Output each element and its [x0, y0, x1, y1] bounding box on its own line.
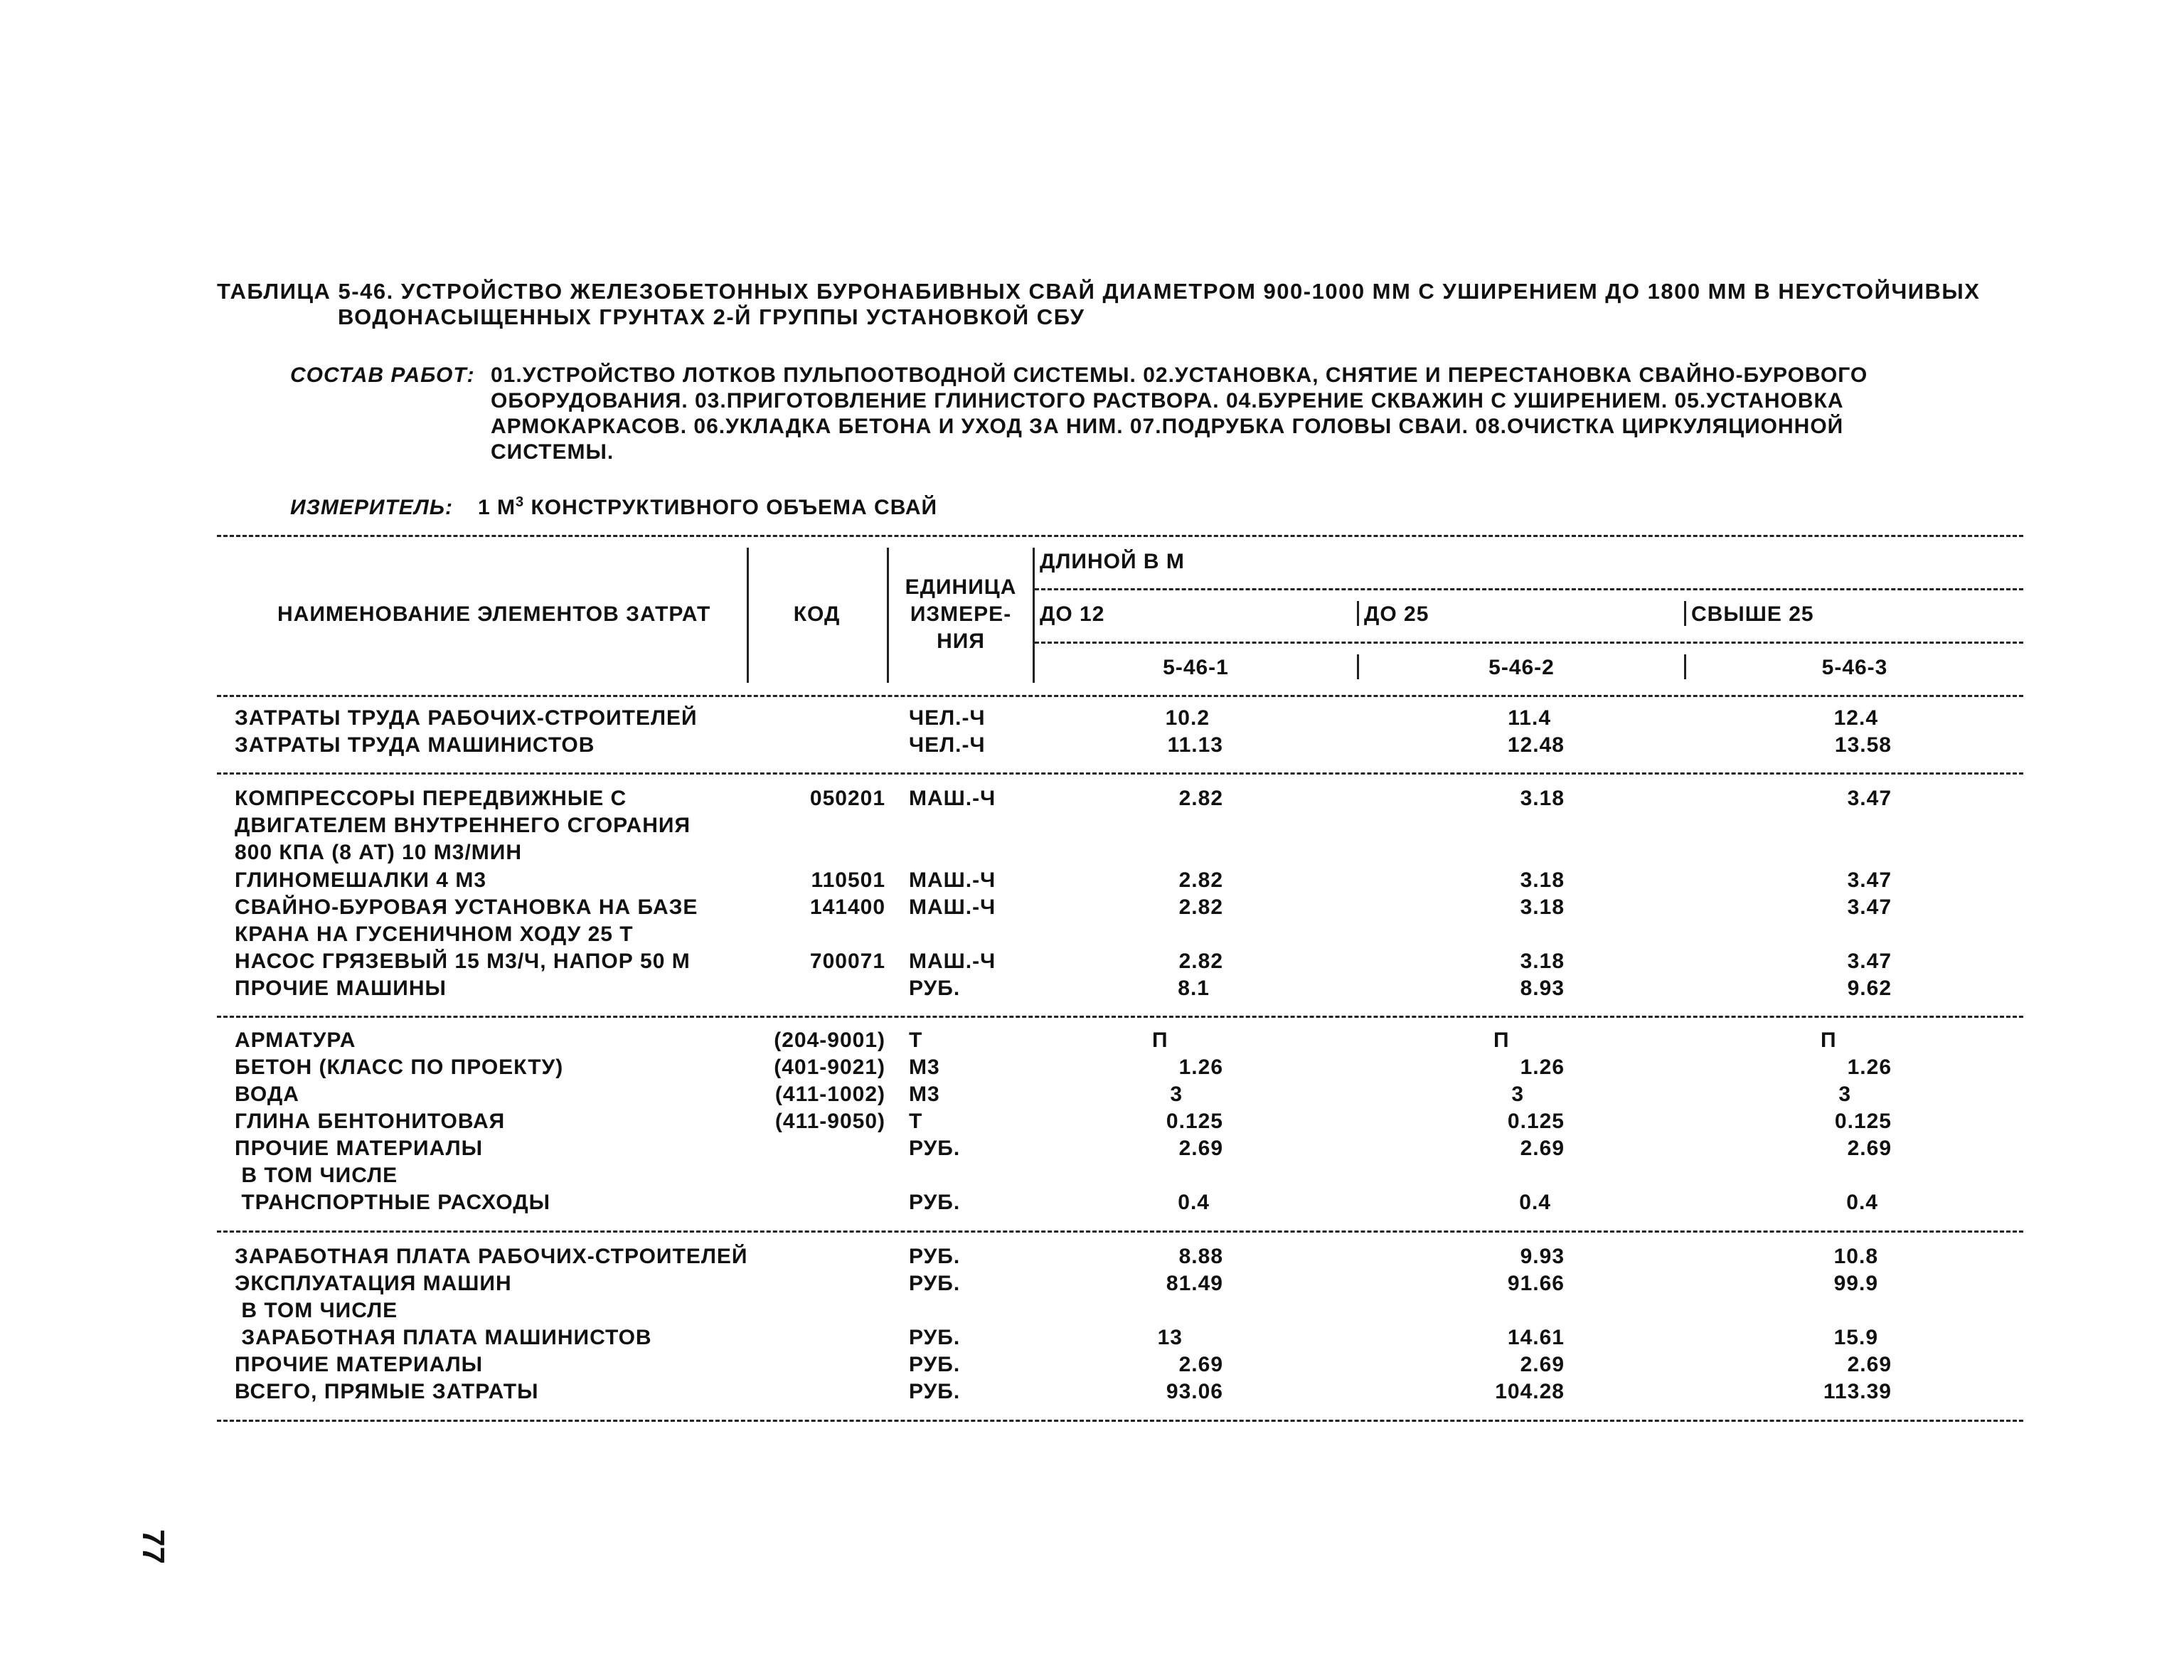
cell-v1: 1.26	[1178, 1056, 1223, 1079]
cell-v3: 0.4	[1846, 1191, 1878, 1214]
cell-name: В ТОМ ЧИСЛЕ	[235, 1164, 398, 1187]
header-range-1: ДО 12	[1040, 602, 1105, 626]
cell-unit: МАШ.-Ч	[909, 868, 996, 892]
cell-unit: РУБ.	[909, 1272, 961, 1295]
header-code-2: 5-46-2	[1488, 656, 1555, 679]
composition-line-3: АРМОКАРКАСОВ. 06.УКЛАДКА БЕТОНА И УХОД ЗА НИМ. 07.ПОДРУБКА ГОЛОВЫ СВАИ. 08.ОЧИСТКА ЦИРКУЛЯЦИОННОЙ	[491, 415, 1844, 438]
cell-v3: 10.8	[1833, 1245, 1878, 1268]
cell-unit: РУБ.	[909, 1353, 961, 1376]
cell-v2: 3.18	[1520, 787, 1565, 810]
cell-unit: МАШ.-Ч	[909, 787, 996, 810]
group-rule-2	[217, 1016, 2023, 1018]
header-top-rule	[217, 535, 2023, 537]
cell-v1: 11.13	[1167, 733, 1223, 757]
cell-code: 110501	[811, 868, 885, 892]
cell-v1: П	[1152, 1028, 1168, 1052]
table-title-line-1: ТАБЛИЦА 5-46. УСТРОЙСТВО ЖЕЛЕЗОБЕТОННЫХ БУРОНАБИВНЫХ СВАЙ ДИАМЕТРОМ 900-1000 ММ С УШИРЕНИЕМ ДО 1800 ММ В НЕУСТОЙЧИВЫХ	[217, 279, 1981, 304]
header-code-3: 5-46-3	[1821, 656, 1888, 679]
cell-v1: 2.69	[1178, 1353, 1223, 1376]
composition-label: СОСТАВ РАБОТ:	[290, 363, 475, 387]
cell-v2: 11.4	[1508, 706, 1551, 730]
cell-name: ПРОЧИЕ МАТЕРИАЛЫ	[235, 1137, 484, 1160]
cell-v3: 0.125	[1834, 1110, 1892, 1133]
cell-v1: 10.2	[1165, 706, 1210, 730]
cell-v2: 0.125	[1507, 1110, 1565, 1133]
composition-line-1: 01.УСТРОЙСТВО ЛОТКОВ ПУЛЬПООТВОДНОЙ СИСТЕМЫ. 02.УСТАНОВКА, СНЯТИЕ И ПЕРЕСТАНОВКА СВАЙНО-БУРОВОГО	[491, 363, 1868, 387]
cell-name: АРМАТУРА	[235, 1028, 356, 1052]
cell-v2: 3.18	[1520, 868, 1565, 892]
cell-unit: РУБ.	[909, 1326, 961, 1349]
cell-name: В ТОМ ЧИСЛЕ	[235, 1299, 398, 1322]
cell-unit: МАШ.-Ч	[909, 950, 996, 973]
cell-name: 800 КПА (8 АТ) 10 М3/МИН	[235, 841, 523, 864]
cell-name: ЗАРАБОТНАЯ ПЛАТА МАШИНИСТОВ	[235, 1326, 652, 1349]
cell-code: (401-9021)	[774, 1056, 885, 1079]
ranges-rule	[1035, 642, 2023, 644]
header-code: КОД	[793, 602, 841, 626]
cell-v2: 91.66	[1507, 1272, 1565, 1295]
header-length-group: ДЛИНОЙ В М	[1040, 550, 1185, 573]
cell-v1: 81.49	[1166, 1272, 1223, 1295]
cell-v3: П	[1821, 1028, 1837, 1052]
cell-v3: 1.26	[1847, 1056, 1892, 1079]
cell-code: (204-9001)	[774, 1028, 885, 1052]
cell-v1: 2.82	[1178, 895, 1223, 919]
cell-v2: 3.18	[1520, 895, 1565, 919]
cell-v3: 3.47	[1847, 895, 1892, 919]
cell-v2: 0.4	[1519, 1191, 1551, 1214]
cell-unit: М3	[909, 1083, 940, 1106]
group-rule-1	[217, 772, 2023, 775]
cell-v1: 2.69	[1178, 1137, 1223, 1160]
header-name: НАИМЕНОВАНИЕ ЭЛЕМЕНТОВ ЗАТРАТ	[277, 602, 711, 626]
cell-name: ВСЕГО, ПРЯМЫЕ ЗАТРАТЫ	[235, 1380, 539, 1403]
header-range-3: СВЫШЕ 25	[1691, 602, 1814, 626]
cell-v2: 9.93	[1520, 1245, 1565, 1268]
cell-code: 700071	[809, 950, 885, 973]
table-title-line-2: ВОДОНАСЫЩЕННЫХ ГРУНТАХ 2-Й ГРУППЫ УСТАНОВКОЙ СБУ	[338, 304, 1085, 329]
cell-v3: 3.47	[1847, 868, 1892, 892]
table-bottom-rule	[217, 1420, 2023, 1422]
cell-unit: РУБ.	[909, 1245, 961, 1268]
cell-v2: 2.69	[1520, 1353, 1565, 1376]
cell-v3: 15.9	[1833, 1326, 1878, 1349]
cell-v1: 0.4	[1178, 1191, 1210, 1214]
cell-name: СВАЙНО-БУРОВАЯ УСТАНОВКА НА БАЗЕ	[235, 895, 698, 919]
header-unit-line-2: ИЗМЕРЕ-	[910, 602, 1012, 626]
cell-v2: 1.26	[1520, 1056, 1565, 1079]
cell-v1: 2.82	[1178, 787, 1223, 810]
cell-name: ПРОЧИЕ МАТЕРИАЛЫ	[235, 1353, 484, 1376]
composition-line-2: ОБОРУДОВАНИЯ. 03.ПРИГОТОВЛЕНИЕ ГЛИНИСТОГО РАСТВОРА. 04.БУРЕНИЕ СКВАЖИН С УШИРЕНИЕМ. 05.УСТАНОВКА	[491, 389, 1844, 413]
composition-line-4: СИСТЕМЫ.	[491, 440, 614, 464]
cell-name: ТРАНСПОРТНЫЕ РАСХОДЫ	[235, 1191, 550, 1214]
cell-unit: М3	[909, 1056, 940, 1079]
cell-name: НАСОС ГРЯЗЕВЫЙ 15 М3/Ч, НАПОР 50 М	[235, 950, 691, 973]
cell-v1: 13	[1157, 1326, 1183, 1349]
header-range-2: ДО 25	[1364, 602, 1429, 626]
cell-v2: 12.48	[1507, 733, 1565, 757]
cell-name: ЗАТРАТЫ ТРУДА РАБОЧИХ-СТРОИТЕЛЕЙ	[235, 706, 698, 730]
cell-v1: 2.82	[1178, 950, 1223, 973]
meter-text: 1 $М^3$ КОНСТРУКТИВНОГО ОБЪЕМА СВАЙ	[478, 494, 938, 519]
cell-v1: 2.82	[1178, 868, 1223, 892]
cell-name: ЗАРАБОТНАЯ ПЛАТА РАБОЧИХ-СТРОИТЕЛЕЙ	[235, 1245, 748, 1268]
cell-name: ДВИГАТЕЛЕМ ВНУТРЕННЕГО СГОРАНИЯ	[235, 814, 691, 837]
cell-v3: 9.62	[1847, 977, 1892, 1000]
cell-v1: 8.88	[1178, 1245, 1223, 1268]
cell-code: 141400	[809, 895, 885, 919]
cell-v2: 3	[1511, 1083, 1524, 1106]
cell-name: ГЛИНА БЕНТОНИТОВАЯ	[235, 1110, 506, 1133]
cell-v3: 13.58	[1834, 733, 1892, 757]
range-divider-1	[1357, 601, 1359, 626]
cell-v3: 12.4	[1833, 706, 1878, 730]
cell-v3: 2.69	[1847, 1353, 1892, 1376]
cell-unit: ЧЕЛ.-Ч	[909, 706, 986, 730]
cell-v2: 14.61	[1507, 1326, 1565, 1349]
cell-v1: 0.125	[1166, 1110, 1223, 1133]
cell-name: БЕТОН (КЛАСС ПО ПРОЕКТУ)	[235, 1056, 564, 1079]
cell-v2: 8.93	[1520, 977, 1565, 1000]
group-rule-3	[217, 1230, 2023, 1233]
cell-unit: РУБ.	[909, 1380, 961, 1403]
cell-v3: 3.47	[1847, 787, 1892, 810]
cell-unit: ЧЕЛ.-Ч	[909, 733, 986, 757]
cell-v1: 3	[1170, 1083, 1183, 1106]
cell-v2: П	[1493, 1028, 1510, 1052]
cell-v3: 2.69	[1847, 1137, 1892, 1160]
cell-unit: РУБ.	[909, 1137, 961, 1160]
range-divider-2	[1684, 601, 1686, 626]
cell-v3: 3.47	[1847, 950, 1892, 973]
cell-unit: Т	[909, 1028, 923, 1052]
cell-unit: РУБ.	[909, 1191, 961, 1214]
cell-code: (411-9050)	[774, 1110, 885, 1133]
page-number: 77	[136, 1529, 171, 1564]
cell-name: ВОДА	[235, 1083, 299, 1106]
cell-name: ПРОЧИЕ МАШИНЫ	[235, 977, 447, 1000]
length-group-rule	[1035, 588, 2023, 590]
header-code-1: 5-46-1	[1163, 656, 1229, 679]
cell-v2: 2.69	[1520, 1137, 1565, 1160]
cell-unit: Т	[909, 1110, 923, 1133]
cell-v3: 99.9	[1833, 1272, 1878, 1295]
cell-v1: 8.1	[1178, 977, 1210, 1000]
cell-v3: 3	[1838, 1083, 1851, 1106]
cell-name: ЭКСПЛУАТАЦИЯ МАШИН	[235, 1272, 512, 1295]
cell-v2: 104.28	[1495, 1380, 1565, 1403]
cell-unit: МАШ.-Ч	[909, 895, 996, 919]
meter-label: ИЗМЕРИТЕЛЬ:	[290, 496, 453, 519]
cell-name: КРАНА НА ГУСЕНИЧНОМ ХОДУ 25 Т	[235, 923, 634, 946]
cell-name: ГЛИНОМЕШАЛКИ 4 М3	[235, 868, 487, 892]
cell-v1: 93.06	[1166, 1380, 1223, 1403]
cell-name: КОМПРЕССОРЫ ПЕРЕДВИЖНЫЕ С	[235, 787, 627, 810]
header-bottom-rule	[217, 695, 2023, 697]
cell-code: 050201	[809, 787, 885, 810]
header-unit-line-1: ЕДИНИЦА	[905, 575, 1017, 599]
cell-code: (411-1002)	[774, 1083, 885, 1106]
cell-v2: 3.18	[1520, 950, 1565, 973]
cell-v3: 113.39	[1823, 1380, 1892, 1403]
cell-name: ЗАТРАТЫ ТРУДА МАШИНИСТОВ	[235, 733, 595, 757]
cell-unit: РУБ.	[909, 977, 961, 1000]
header-unit-line-3: НИЯ	[937, 629, 985, 653]
